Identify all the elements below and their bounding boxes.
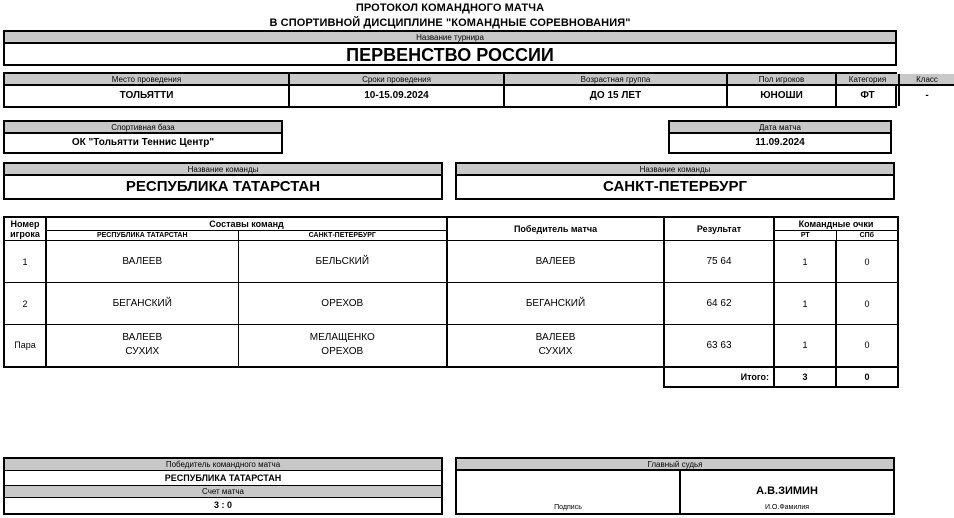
cell-away-players — [238, 283, 447, 325]
team-match-winner-box — [3, 457, 443, 515]
match-date-value: 11.09.2024 — [755, 137, 805, 148]
document-title — [0, 0, 900, 30]
cell-home-players-line-0: БЕГАНСКИЙ — [112, 297, 172, 309]
info-cell-2 — [505, 74, 728, 106]
cell-home-players-line-1: СУХИХ — [125, 346, 160, 358]
cell-away-players-line-0: ОРЕХОВ — [321, 297, 364, 309]
team-match-winner-label: Победитель командного матча — [5, 459, 441, 471]
info-cell-3-label: Пол игроков — [728, 74, 835, 86]
header-away-team-lineup: САНКТ-ПЕТЕРБУРГ — [238, 231, 447, 241]
info-cell-3-value: ЮНОШИ — [760, 90, 803, 101]
cell-away-players — [238, 325, 447, 367]
results-table-body — [4, 241, 898, 367]
cell-home-players-line-0: ВАЛЕЕВ — [122, 332, 163, 344]
cell-result: 75 64 — [664, 241, 774, 283]
match-results-table — [3, 216, 899, 388]
total-label: Итого: — [664, 367, 774, 387]
cell-player-number: 1 — [4, 241, 46, 283]
cell-away-players — [238, 241, 447, 283]
judge-name-cell — [681, 471, 893, 513]
header-team-points: Командные очки — [774, 217, 898, 231]
away-team-box — [455, 162, 895, 200]
chief-judge-body — [457, 471, 893, 513]
info-cell-1-value: 10-15.09.2024 — [364, 90, 429, 101]
header-points-away: СПб — [836, 231, 898, 241]
chief-judge-box — [455, 457, 895, 515]
cell-points-away: 0 — [836, 241, 898, 283]
tournament-name-value: ПЕРВЕНСТВО РОССИИ — [346, 45, 554, 65]
info-cell-1 — [290, 74, 505, 106]
cell-home-players-line-0: ВАЛЕЕВ — [122, 255, 163, 267]
cell-away-players-line-0: БЕЛЬСКИЙ — [315, 255, 370, 267]
results-table-head — [4, 217, 898, 241]
results-header-row-1 — [4, 217, 898, 231]
cell-match-winner — [447, 325, 664, 367]
total-row — [4, 367, 898, 387]
total-spacer-2 — [46, 367, 238, 387]
cell-match-winner — [447, 241, 664, 283]
cell-match-winner-line-0: БЕГАНСКИЙ — [525, 297, 586, 309]
cell-result: 64 62 — [664, 283, 774, 325]
info-cell-4-value: ФТ — [860, 90, 875, 101]
info-cell-1-label: Сроки проведения — [290, 74, 503, 86]
info-cell-5-value: - — [925, 90, 929, 101]
home-team-label: Название команды — [5, 164, 441, 176]
header-player-number-line1: Номер — [10, 219, 40, 229]
cell-home-players — [46, 241, 238, 283]
match-score-label: Счет матча — [5, 486, 441, 498]
info-cell-0-value: ТОЛЬЯТТИ — [119, 90, 174, 101]
header-result: Результат — [664, 217, 774, 241]
tournament-name-box — [3, 30, 897, 66]
tournament-name-label: Название турнира — [5, 32, 895, 44]
header-player-number-line2: игрока — [10, 229, 40, 239]
table-row — [4, 325, 898, 367]
header-home-team-lineup: РЕСПУБЛИКА ТАТАРСТАН — [46, 231, 238, 241]
judge-name-caption: И.О.Фамилия — [764, 504, 810, 511]
signature-caption: Подпись — [554, 504, 582, 511]
cell-home-players — [46, 325, 238, 367]
away-team-label: Название команды — [457, 164, 893, 176]
cell-result: 63 63 — [664, 325, 774, 367]
cell-match-winner-line-1: СУХИХ — [538, 346, 573, 358]
signature-cell — [457, 471, 681, 513]
home-team-value: РЕСПУБЛИКА ТАТАРСТАН — [125, 178, 321, 195]
header-match-winner: Победитель матча — [447, 217, 664, 241]
total-spacer-4 — [447, 367, 664, 387]
info-cell-2-value: ДО 15 ЛЕТ — [589, 90, 642, 101]
sports-base-value: ОК "Тольятти Теннис Центр" — [71, 137, 215, 148]
team-match-winner-value: РЕСПУБЛИКА ТАТАРСТАН — [5, 471, 441, 486]
cell-away-players-line-1: ОРЕХОВ — [321, 346, 364, 358]
info-cell-5 — [900, 74, 954, 106]
event-info-row — [5, 74, 938, 106]
sports-base-box — [3, 120, 283, 154]
total-spacer-1 — [4, 367, 46, 387]
judge-name-value: А.В.ЗИМИН — [756, 485, 818, 497]
info-cell-4 — [837, 74, 900, 106]
info-cell-5-label: Класс — [900, 74, 954, 86]
event-info-box — [3, 72, 938, 108]
table-row — [4, 283, 898, 325]
sports-base-label: Спортивная база — [5, 122, 281, 134]
document-title-line1: ПРОТОКОЛ КОМАНДНОГО МАТЧА — [355, 2, 545, 14]
home-team-box — [3, 162, 443, 200]
match-date-box — [668, 120, 892, 154]
cell-points-home: 1 — [774, 241, 836, 283]
away-team-value: САНКТ-ПЕТЕРБУРГ — [602, 178, 748, 195]
total-points-home: 3 — [774, 367, 836, 387]
header-lineups: Составы команд — [46, 217, 447, 231]
total-points-away: 0 — [836, 367, 898, 387]
cell-points-away: 0 — [836, 325, 898, 367]
cell-match-winner — [447, 283, 664, 325]
info-cell-4-label: Категория — [837, 74, 898, 86]
table-row — [4, 241, 898, 283]
match-date-label: Дата матча — [670, 122, 890, 134]
cell-match-winner-line-0: ВАЛЕЕВ — [535, 332, 576, 344]
info-cell-0 — [5, 74, 290, 106]
info-cell-2-label: Возрастная группа — [505, 74, 726, 86]
cell-home-players — [46, 283, 238, 325]
cell-player-number: Пара — [4, 325, 46, 367]
cell-points-home: 1 — [774, 283, 836, 325]
match-score-value: 3 : 0 — [213, 500, 232, 510]
info-cell-3 — [728, 74, 837, 106]
header-player-number — [4, 217, 46, 241]
cell-away-players-line-0: МЕЛАЩЕНКО — [309, 332, 375, 344]
cell-match-winner-line-0: ВАЛЕЕВ — [535, 255, 576, 267]
header-points-home: РТ — [774, 231, 836, 241]
document-title-line2: В СПОРТИВНОЙ ДИСЦИПЛИНЕ "КОМАНДНЫЕ СОРЕВНОВАНИЯ" — [269, 17, 631, 29]
results-table-foot — [4, 367, 898, 387]
cell-player-number: 2 — [4, 283, 46, 325]
info-cell-0-label: Место проведения — [5, 74, 288, 86]
cell-points-home: 1 — [774, 325, 836, 367]
total-spacer-3 — [238, 367, 447, 387]
chief-judge-label: Главный судья — [457, 459, 893, 471]
cell-points-away: 0 — [836, 283, 898, 325]
